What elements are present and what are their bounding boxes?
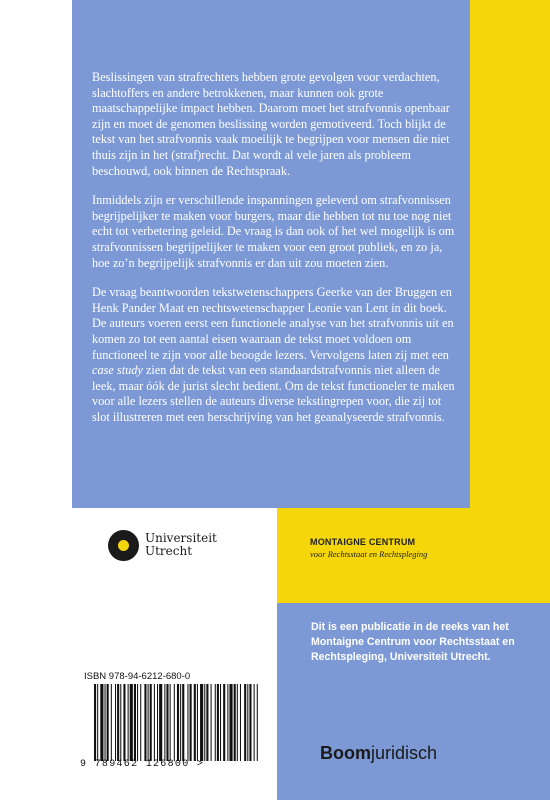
barcode-bar	[128, 684, 129, 761]
series-note: Dit is een publicatie in de reeks van het Montaigne Centrum voor Rechtsstaat en Rechtspleging, Universiteit Utrecht.	[311, 621, 515, 663]
publisher-logo-part-1: Boom	[320, 743, 371, 763]
barcode-bar	[180, 684, 181, 761]
blurb-case-study: case study	[92, 363, 143, 378]
montaigne-subtitle: voor Rechtsstaat en Rechtspleging	[310, 549, 428, 559]
isbn-label: ISBN 978-94-6212-680-0	[84, 671, 191, 682]
barcode-bar	[170, 684, 171, 761]
barcode-bar	[227, 684, 228, 761]
barcode-bar	[111, 684, 112, 761]
barcode-bar	[100, 684, 103, 761]
barcode-bar	[190, 684, 192, 761]
university-line-1: Universiteit	[145, 531, 217, 545]
barcode-bar	[237, 684, 238, 761]
barcode-bar	[177, 684, 179, 761]
barcode-bar	[150, 684, 152, 761]
barcode-bar	[257, 684, 258, 761]
barcode-bar	[247, 684, 248, 761]
barcode-bar	[123, 684, 125, 761]
montaigne-centrum-logo	[310, 537, 427, 559]
barcode-bar	[182, 684, 184, 761]
barcode-bar	[204, 684, 205, 761]
blurb-paragraph-2: Inmiddels zijn er verschillende inspanningen geleverd om strafvonnissen begrijpelijker te maken voor burgers, maar die hebben tot nu toe nog niet echt tot verbetering geleid. De vraag is dan ook of het wel mogelijk is om strafvonnissen begrijpelijker te maken voor een groot publiek, en zo ja, hoe zo’n begrijpelijk strafvonnis er dan uit zou moeten zien.	[92, 193, 455, 270]
barcode-bar	[244, 684, 246, 761]
barcode-bar	[194, 684, 196, 761]
barcode-bar	[206, 684, 208, 761]
barcode-bar	[166, 684, 168, 761]
barcode-bar	[120, 684, 121, 761]
barcode-bar	[137, 684, 138, 761]
barcode-bar	[97, 684, 98, 761]
barcode-bar	[240, 684, 241, 761]
barcode-bar	[164, 684, 165, 761]
barcode-bar	[254, 684, 255, 761]
barcode-digits: 9 789462 126800 >	[80, 759, 205, 770]
barcode-bar	[154, 684, 155, 761]
barcode-bar	[105, 684, 106, 761]
barcode-bar	[159, 684, 162, 761]
utrecht-university-logo	[108, 527, 217, 563]
publisher-logo-part-2: juridisch	[371, 743, 438, 763]
blurb-paragraph-1: Beslissingen van strafrechters hebben grote gevolgen voor verdachten, slachtoffers en andere betrokkenen, maar kunnen ook grote maatschappelijke impact hebben. Daarom moet het strafvonnis openbaar zijn en moet de genomen beslissing worden gemotiveerd. Toch blijkt de tekst van het strafvonnis vaak moeilijk te begrijpen voor mensen die niet thuis zijn in het (straf)recht. Dat wordt al vele jaren als probleem beschouwd, ook binnen de Rechtspraak.	[92, 70, 450, 178]
barcode-bar	[217, 684, 219, 761]
barcode-bar	[211, 684, 212, 761]
barcode-bar	[174, 684, 175, 761]
barcode-bar	[200, 684, 203, 761]
barcode-bar	[157, 684, 158, 761]
barcode-bar	[115, 684, 116, 761]
utrecht-university-wordmark	[145, 532, 217, 558]
barcode-bar	[94, 684, 96, 761]
barcode-bar	[130, 684, 133, 761]
publisher-logo	[320, 743, 437, 764]
barcode-bar	[148, 684, 149, 761]
barcode-bar	[249, 684, 251, 761]
barcode-bar	[117, 684, 119, 761]
blurb-paragraph-3	[92, 285, 460, 425]
barcode-bar	[197, 684, 198, 761]
barcode-bar	[234, 684, 236, 761]
barcode-bar	[144, 684, 146, 761]
barcode-bar	[229, 684, 232, 761]
barcode-bar	[107, 684, 109, 761]
barcode-bar	[220, 684, 221, 761]
isbn-barcode	[94, 684, 258, 761]
blurb-paragraph-3-part-b: zien dat de tekst van een standaardstrafvonnis niet alleen de leek, maar óók de jurist slecht bedient. Om de tekst functioneler te maken voor alle lezers stellen de auteurs diverse tekstingrepen voor, die zij tot slot illustreren met een herschrijving van het geanalyseerde strafvonnis.	[92, 363, 455, 424]
montaigne-title: MONTAIGNE CENTRUM	[310, 537, 416, 547]
utrecht-sun-seal-icon	[108, 530, 139, 561]
barcode-bar	[187, 684, 188, 761]
barcode-bar	[215, 684, 216, 761]
barcode-bar	[140, 684, 141, 761]
blurb-paragraph-3-part-a: De vraag beantwoorden tekstwetenschappers Geerke van der Bruggen en Henk Pander Maat en rechtswetenschapper Leonie van Lent in dit boek. De auteurs voeren eerst een functionele analyse van het strafvonnis uit en komen zo tot een aantal eisen waaraan de tekst moet voldoen om functioneel te zijn voor alle beoogde lezers. Vervolgens laten zij met een	[92, 285, 454, 362]
back-cover-blurb	[92, 70, 460, 439]
university-line-2: Utrecht	[145, 544, 193, 558]
barcode-bar	[223, 684, 225, 761]
barcode-bar	[134, 684, 136, 761]
